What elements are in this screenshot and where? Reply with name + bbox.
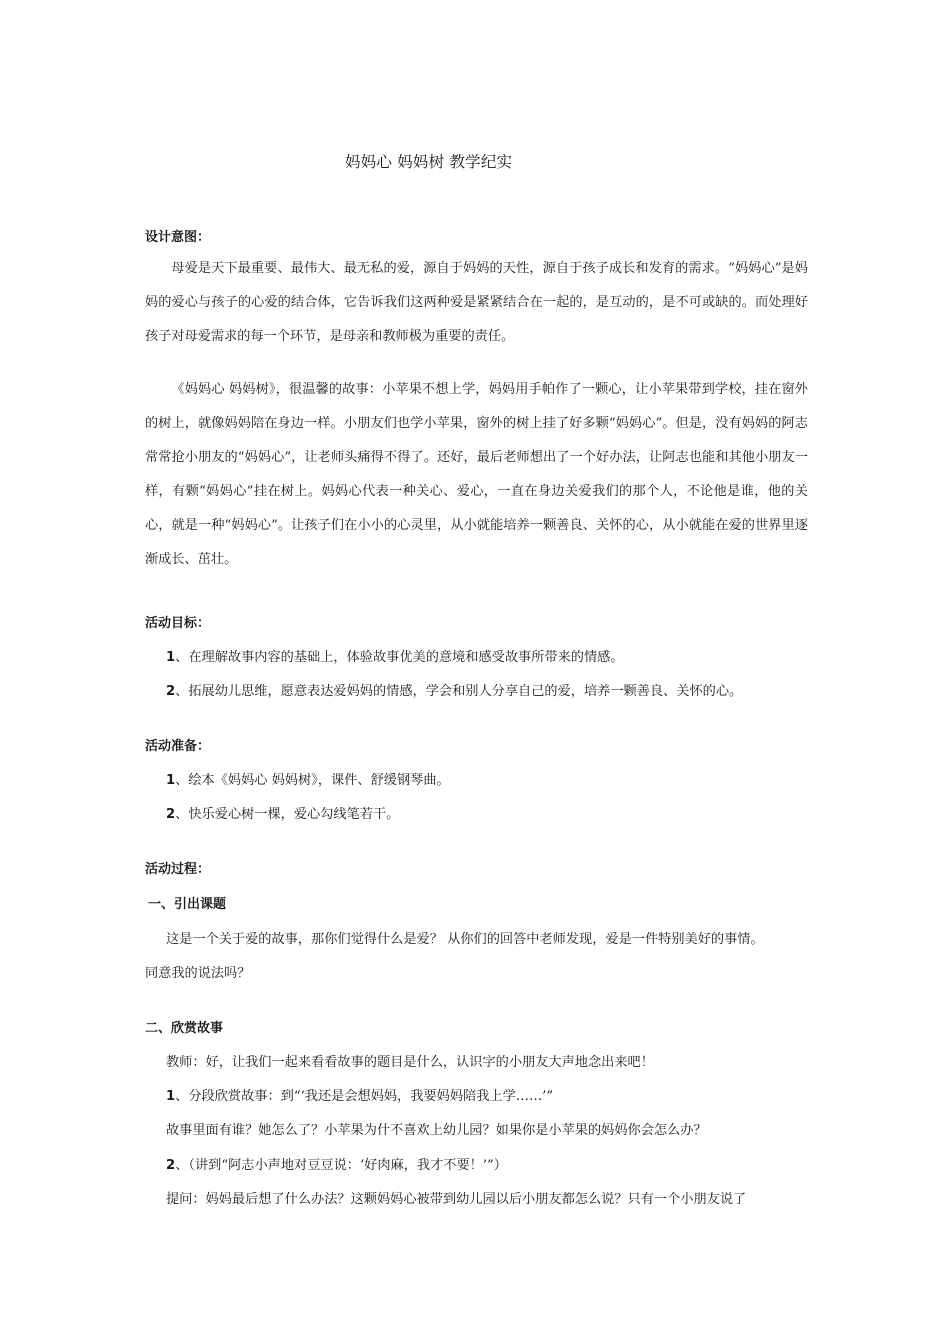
design-intent-paragraph-1: 母爱是天下最重要、最伟大、最无私的爱，源自于妈妈的天性，源自于孩子成长和发育的需求。“妈妈心”是妈妈的爱心与孩子的心爱的结合体，它告诉我们这两种爱是紧紧结合在一起的，是互动的，是不可或缺的。而处理好孩子对母爱需求的每一个环节，是母亲和教师极为重要的责任。	[145, 261, 808, 344]
preparation-item-2-text: 、快乐爱心树一棵，爱心勾线笔若干。	[175, 807, 400, 822]
preparation-heading: 活动准备：	[145, 739, 211, 754]
section-2-prompt-line: 提问：妈妈最后想了什么办法？这颗妈妈心被带到幼儿园以后小朋友都怎么说？只有一个小朋友说了	[166, 1192, 747, 1207]
section-2-item-2-number: 2	[166, 1158, 176, 1173]
section-1-paragraph-continued: 同意我的说法吗？	[145, 966, 251, 981]
preparation-item-1	[166, 769, 450, 788]
section-2-question-line: 故事里面有谁？她怎么了？小苹果为什不喜欢上幼儿园？如果你是小苹果的妈妈你会怎么办？	[166, 1123, 707, 1138]
document-title: 妈妈心 妈妈树 教学纪实	[345, 153, 513, 171]
goals-heading: 活动目标：	[145, 616, 211, 631]
preparation-item-1-number: 1	[166, 773, 176, 788]
goal-item-2-text: 、拓展幼儿思维，愿意表达爱妈妈的情感，学会和别人分享自己的爱，培养一颗善良、关怀的心。	[175, 684, 743, 699]
process-heading: 活动过程：	[145, 862, 211, 877]
goal-item-2	[166, 680, 742, 699]
goal-item-1	[166, 646, 624, 665]
preparation-item-1-text: 、绘本《妈妈心 妈妈树》，课件、舒缓钢琴曲。	[175, 773, 450, 788]
section-2-heading: 二、欣赏故事	[145, 1021, 224, 1036]
section-2-item-1-text: 、分段欣赏故事：到“‘我还是会想妈妈，我要妈妈陪我上学……’”	[175, 1089, 554, 1104]
design-intent-heading: 设计意图：	[145, 230, 211, 245]
goal-item-2-number: 2	[166, 684, 176, 699]
section-1-heading: 一、引出课题	[148, 897, 227, 912]
section-2-teacher-line: 教师：好，让我们一起来看看故事的题目是什么，认识字的小朋友大声地念出来吧！	[166, 1055, 654, 1070]
section-2-item-2	[166, 1154, 507, 1173]
design-intent-paragraph-2: 《妈妈心 妈妈树》，很温馨的故事：小苹果不想上学，妈妈用手帕作了一颗心，让小苹果带到学校，挂在窗外的树上，就像妈妈陪在身边一样。小朋友们也学小苹果，窗外的树上挂了好多颗“妈妈心”。但是，没有妈妈的阿志常常抢小朋友的“妈妈心”，让老师头痛得不得了。还好，最后老师想出了一个好办法，让阿志也能和其他小朋友一样，有颗“妈妈心”挂在树上。妈妈心代表一种关心、爱心，一直在身边关爱我们的那个人，不论他是谁，他的关心，就是一种“妈妈心”。让孩子们在小小的心灵里，从小就能培养一颗善良、关怀的心，从小就能在爱的世界里逐渐成长、茁壮。	[145, 382, 808, 567]
section-1-paragraph: 这是一个关于爱的故事，那你们觉得什么是爱？ 从你们的回答中老师发现，爱是一件特别美好的事情。	[166, 932, 764, 947]
section-2-item-1-number: 1	[166, 1089, 176, 1104]
section-2-item-2-text: 、（讲到“阿志小声地对豆豆说：‘好肉麻，我才不要！’”）	[175, 1158, 507, 1173]
goal-item-1-number: 1	[166, 650, 176, 665]
section-2-item-1	[166, 1085, 553, 1104]
goal-item-1-text: 、在理解故事内容的基础上，体验故事优美的意境和感受故事所带来的情感。	[175, 650, 624, 665]
preparation-item-2	[166, 803, 399, 822]
preparation-item-2-number: 2	[166, 807, 176, 822]
